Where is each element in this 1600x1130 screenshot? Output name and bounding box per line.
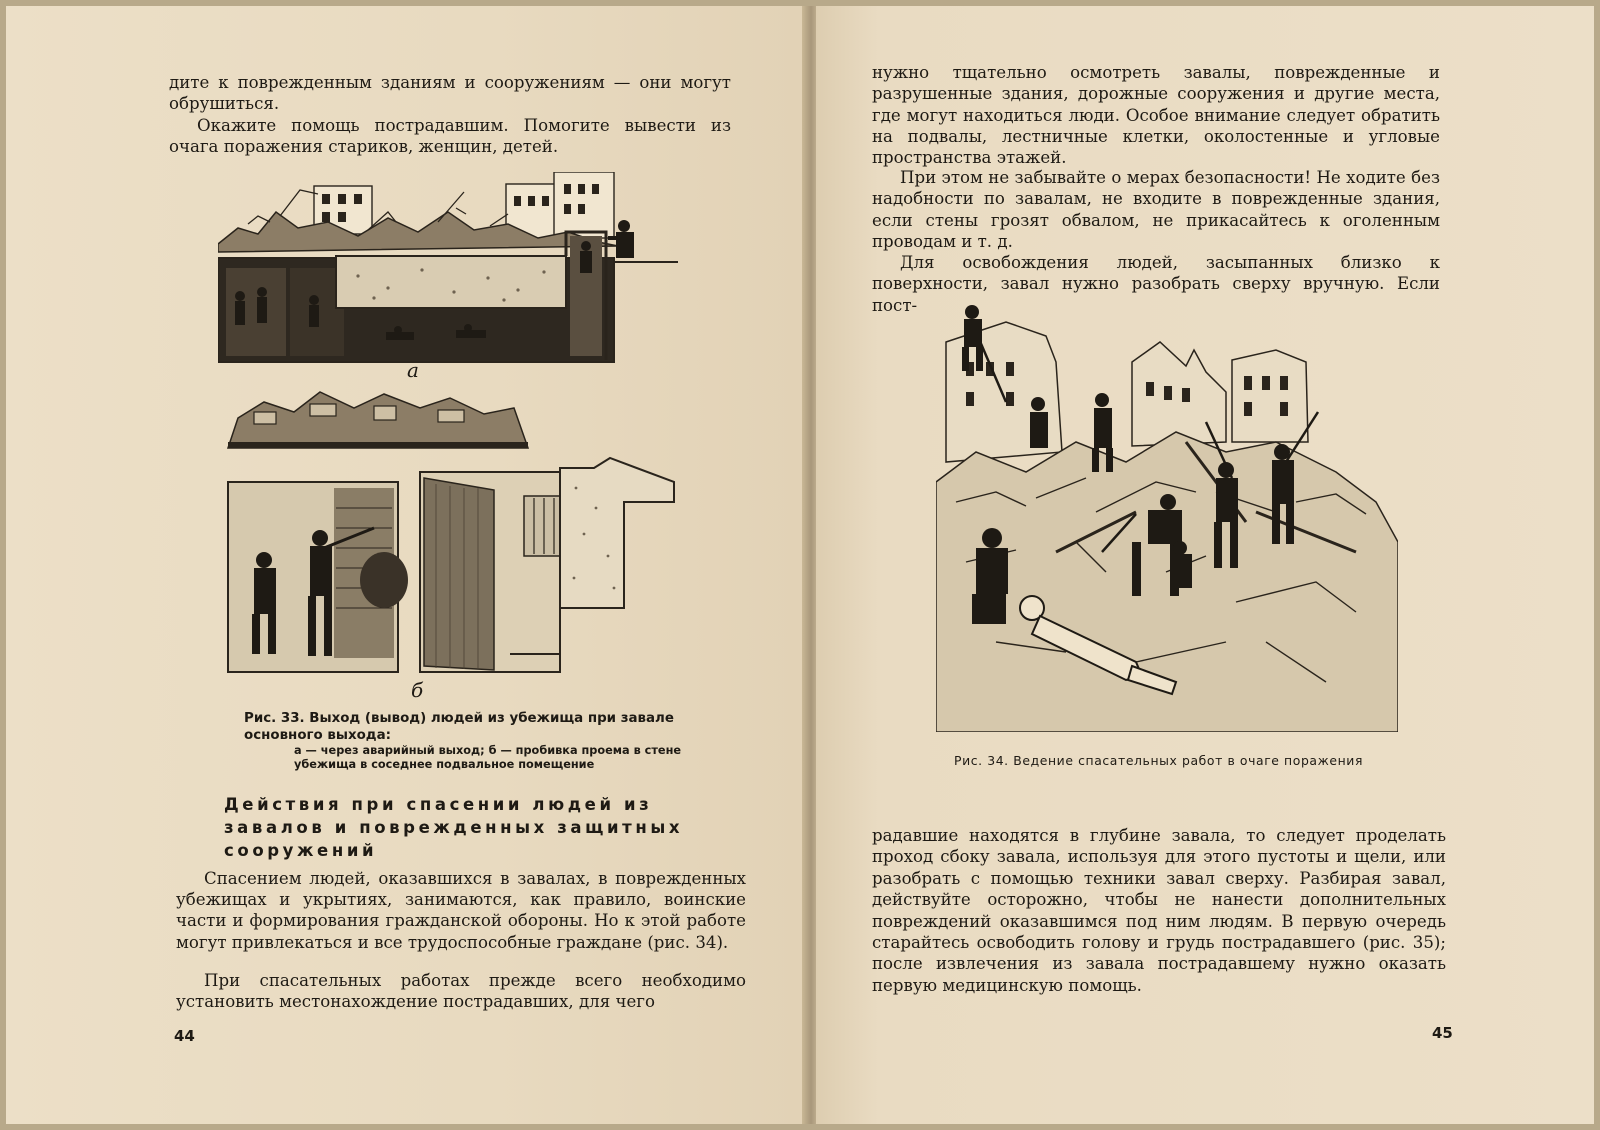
figure-33b-wall-breach [224, 378, 684, 678]
left-paragraph-3: Спасением людей, оказавшихся в завалах, в поврежденных убежищах и укрытиях, занимаются, как правило, воинские части и формирования гражданской обороны. Но к этой работе могут привлекаться и все трудоспособные граждане (рис. 34). [176, 869, 746, 952]
left-paragraph-1: дите к поврежденным зданиям и сооружениям — они могут обрушиться. [169, 73, 731, 114]
figure-33a-shelter-emergency-exit [218, 172, 678, 364]
figure-label-b: б [411, 678, 424, 702]
right-paragraph-1: нужно тщательно осмотреть завалы, поврежденные и разрушенные здания, дорожные сооружения и другие места, где могут находиться люди. Особое внимание следует обратить на подвалы, лестничные клетки, околостенные и угловые пространства этажей. [872, 63, 1440, 168]
section-heading: Действия при спасении людей из завалов и поврежденных защитных сооружений [224, 795, 684, 860]
figure-33-caption-title: Рис. 33. Выход (вывод) людей из убежища при завале основного выхода: [244, 711, 674, 743]
left-page-number: 44 [174, 1027, 195, 1045]
right-page-number: 45 [1432, 1024, 1453, 1042]
left-paragraph-2: Окажите помощь пострадавшим. Помогите вывести из очага поражения стариков, женщин, детей. [169, 116, 731, 157]
figure-33-caption-legend: а — через аварийный выход; б — пробивка проема в стене убежища в соседнее подвальное помещение [294, 744, 682, 771]
figure-34-caption: Рис. 34. Ведение спасательных работ в очаге поражения [954, 753, 1363, 768]
figure-34-rescue-work [936, 302, 1398, 732]
left-page [6, 6, 806, 1124]
left-paragraph-4: При спасательных работах прежде всего необходимо установить местонахождение пострадавших, для чего [176, 971, 746, 1012]
right-page [816, 6, 1594, 1124]
book-spread [6, 6, 1594, 1124]
figure-label-a: а [407, 358, 419, 382]
right-paragraph-4: радавшие находятся в глубине завала, то следует проделать проход сбоку завала, используя для этого пустоты и щели, или разобрать с помощью техники завал сверху. Разбирая завал, действуйте осторожно, чтобы не нанести дополнительных повреждений оказавшимся под ним людям. В первую очередь старайтесь освободить голову и грудь пострадавшего (рис. 35); после извлечения из завала пострадавшему нужно оказать первую медицинскую помощь. [872, 826, 1446, 995]
right-paragraph-2: При этом не забывайте о мерах безопасности! Не ходите без надобности по завалам, не входите в поврежденные здания, если стены грозят обвалом, не прикасайтесь к оголенным проводам и т. д. [872, 168, 1440, 251]
right-paragraph-3: Для освобождения людей, засыпанных близко к поверхности, завал нужно разобрать сверху вручную. Если пост- [872, 253, 1440, 315]
